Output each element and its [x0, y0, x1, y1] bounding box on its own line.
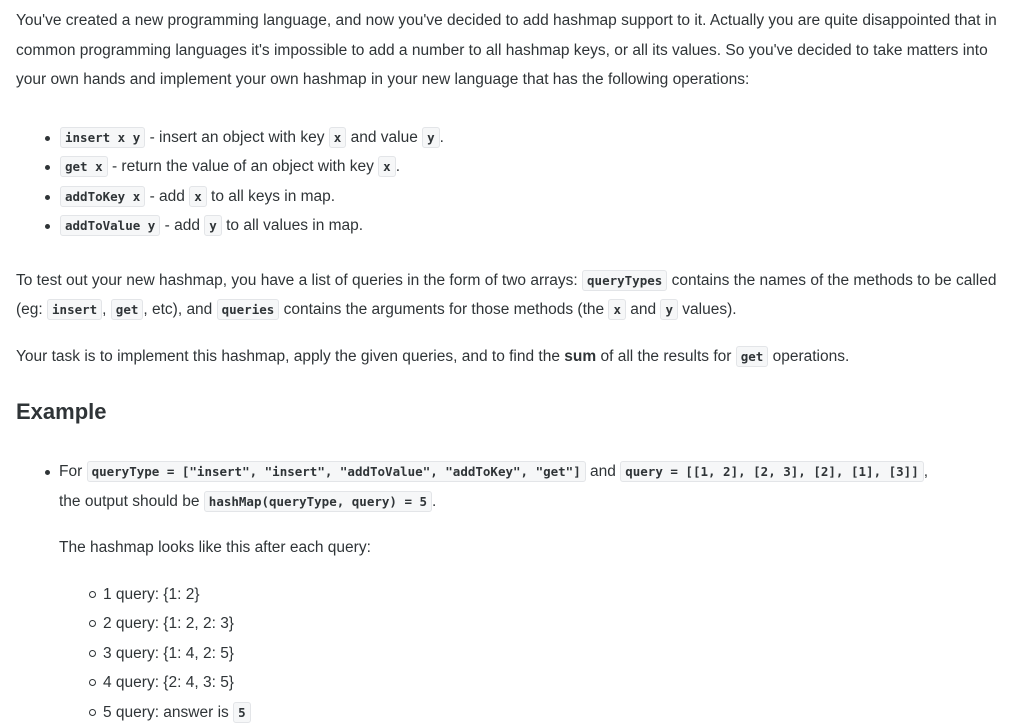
- op-text: - add: [160, 217, 204, 234]
- text: For: [59, 463, 87, 480]
- code-output: hashMap(queryType, query) = 5: [204, 491, 432, 512]
- text: contains the arguments for those methods (the: [279, 301, 608, 318]
- code-querytype-value: queryType = ["insert", "insert", "addToValue", "addToKey", "get"]: [87, 461, 586, 482]
- code-y: y: [660, 299, 678, 320]
- step-item: 1 query: {1: 2}: [103, 580, 1008, 610]
- operation-insert: [60, 123, 1008, 153]
- example-explanation: The hashmap looks like this after each query:: [59, 533, 1008, 563]
- text: .: [432, 493, 436, 510]
- code-get: get x: [60, 156, 108, 177]
- text: 5 query: answer is: [103, 704, 233, 721]
- op-text: - insert an object with key: [145, 129, 329, 146]
- code-addtokey: addToKey x: [60, 186, 145, 207]
- text: of all the results for: [596, 348, 736, 365]
- text: operations.: [768, 348, 849, 365]
- text: ,: [102, 301, 111, 318]
- operations-list: [16, 123, 1008, 241]
- code-insert: insert: [47, 299, 102, 320]
- text: and: [626, 301, 660, 318]
- intro-paragraph: You've created a new programming language, and now you've decided to add hashmap support to it. Actually you are quite disappointed that in common programming languages it's impossible to add a number to all hashmap keys, or all its values. So you've decided to take matters into your own hands and implement your own hashmap in your new language that has the following operations:: [16, 6, 1008, 95]
- text: ,: [924, 463, 928, 480]
- examples-list: [16, 457, 1008, 727]
- code-insert: insert x y: [60, 127, 145, 148]
- code-queries: queries: [217, 299, 280, 320]
- text: and: [590, 463, 620, 480]
- step-item: 4 query: {2: 4, 3: 5}: [103, 668, 1008, 698]
- text: contains the names of the methods to be called (eg:: [16, 272, 996, 319]
- code-x: x: [329, 127, 347, 148]
- code-answer: 5: [233, 702, 251, 723]
- step-item: 3 query: {1: 4, 2: 5}: [103, 639, 1008, 669]
- task-paragraph: [16, 342, 1008, 372]
- text: , etc), and: [143, 301, 216, 318]
- steps-list: [59, 580, 1008, 727]
- step-item: [103, 698, 1008, 727]
- op-text: - return the value of an object with key: [108, 158, 379, 175]
- operation-get: [60, 152, 1008, 182]
- code-x: x: [189, 186, 207, 207]
- bold-sum: sum: [564, 348, 596, 365]
- code-get: get: [736, 346, 769, 367]
- example-heading: Example: [16, 397, 1008, 427]
- example-item: [59, 457, 1008, 727]
- code-x: x: [378, 156, 396, 177]
- example-output-line: [59, 487, 1008, 517]
- step-item: 2 query: {1: 2, 2: 3}: [103, 609, 1008, 639]
- op-text: to all keys in map.: [207, 188, 335, 205]
- op-text: .: [396, 158, 400, 175]
- text: values).: [678, 301, 737, 318]
- text: the output should be: [59, 493, 204, 510]
- code-query-value: query = [[1, 2], [2, 3], [2], [1], [3]]: [620, 461, 924, 482]
- code-addtovalue: addToValue y: [60, 215, 160, 236]
- test-paragraph: [16, 266, 1008, 325]
- op-text: to all values in map.: [222, 217, 363, 234]
- operation-addtovalue: [60, 211, 1008, 241]
- example-input-line: [59, 457, 1008, 487]
- op-text: - add: [145, 188, 189, 205]
- operation-addtokey: [60, 182, 1008, 212]
- code-x: x: [608, 299, 626, 320]
- op-text: and value: [346, 129, 422, 146]
- code-get: get: [111, 299, 144, 320]
- op-text: .: [440, 129, 444, 146]
- text: To test out your new hashmap, you have a list of queries in the form of two arrays:: [16, 272, 582, 289]
- code-y: y: [204, 215, 222, 236]
- text: Your task is to implement this hashmap, apply the given queries, and to find the: [16, 348, 564, 365]
- code-y: y: [422, 127, 440, 148]
- code-querytypes: queryTypes: [582, 270, 667, 291]
